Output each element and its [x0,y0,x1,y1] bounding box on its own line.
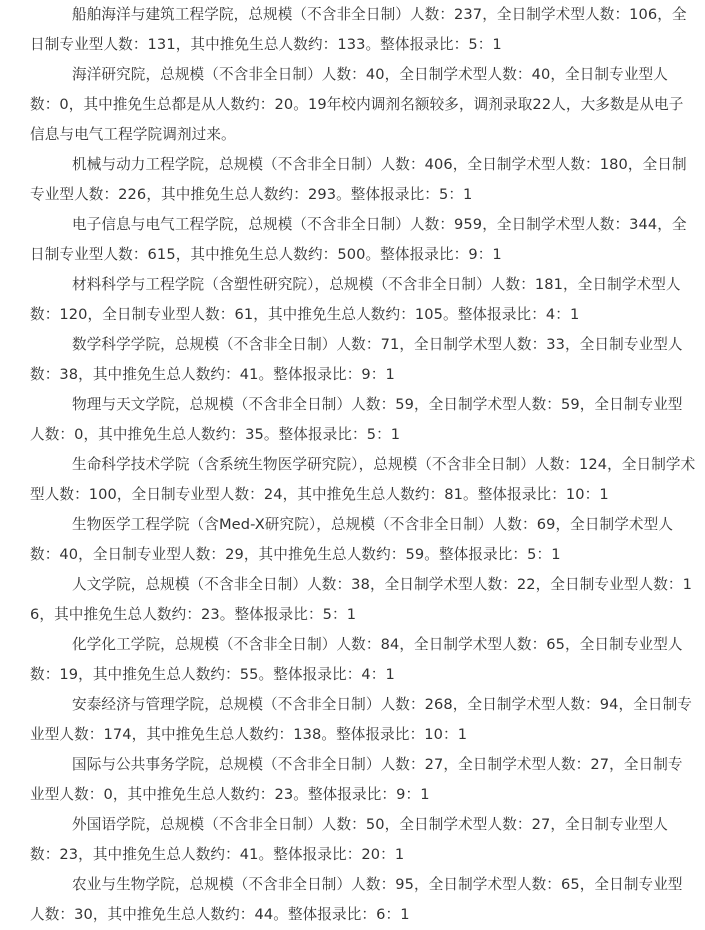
paragraph-biomedical-engineering: 生物医学工程学院（含Med-X研究院），总规模（不含非全日制）人数：69，全日制学术型人数：40，全日制专业型人数：29，其中推免生总人数约：59。整体报录比：5：1 [30,516,674,563]
paragraph-mechanical-power: 机械与动力工程学院，总规模（不含非全日制）人数：406，全日制学术型人数：180，全日制专业型人数：226，其中推免生总人数约：293。整体报录比：5：1 [30,156,687,203]
paragraph-life-sciences: 生命科学技术学院（含系统生物医学研究院），总规模（不含非全日制）人数：124，全日制学术型人数：100，全日制专业型人数：24，其中推免生总人数约：81。整体报录比：10：1 [30,456,696,503]
paragraph-antai-economics: 安泰经济与管理学院，总规模（不含非全日制）人数：268，全日制学术型人数：94，全日制专业型人数：174，其中推免生总人数约：138。整体报录比：10：1 [30,696,692,743]
paragraph-ship-ocean-civil: 船舶海洋与建筑工程学院，总规模（不含非全日制）人数：237，全日制学术型人数：106，全日制专业型人数：131，其中推免生总人数约：133。整体报录比：5：1 [30,6,687,53]
paragraph-chemistry: 化学化工学院，总规模（不含非全日制）人数：84，全日制学术型人数：65，全日制专业型人数：19，其中推免生总人数约：55。整体报录比：4：1 [30,636,683,683]
paragraph-international-public-affairs: 国际与公共事务学院，总规模（不含非全日制）人数：27，全日制学术型人数：27，全日制专业型人数：0，其中推免生总人数约：23。整体报录比：9：1 [30,756,683,803]
paragraph-ocean-research: 海洋研究院，总规模（不含非全日制）人数：40，全日制学术型人数：40，全日制专业型人数：0，其中推免生总都是从人数约：20。19年校内调剂名额较多，调剂录取22人，大多数是从电子信息与电气工程学院调剂过来。 [30,66,684,143]
paragraph-mathematics: 数学科学学院，总规模（不含非全日制）人数：71，全日制学术型人数：33，全日制专业型人数：38，其中推免生总人数约：41。整体报录比：9：1 [30,336,683,383]
paragraph-electronic-electrical: 电子信息与电气工程学院，总规模（不含非全日制）人数：959，全日制学术型人数：344，全日制专业型人数：615，其中推免生总人数约：500。整体报录比：9：1 [30,216,687,263]
paragraph-physics-astronomy: 物理与天文学院，总规模（不含非全日制）人数：59，全日制学术型人数：59，全日制专业型人数：0，其中推免生总人数约：35。整体报录比：5：1 [30,396,683,443]
paragraph-materials: 材料科学与工程学院（含塑性研究院），总规模（不含非全日制）人数：181，全日制学术型人数：120，全日制专业型人数：61，其中推免生总人数约：105。整体报录比：4：1 [30,276,681,323]
paragraph-foreign-languages: 外国语学院，总规模（不含非全日制）人数：50，全日制学术型人数：27，全日制专业型人数：23，其中推免生总人数约：41。整体报录比：20：1 [30,816,668,863]
paragraph-humanities: 人文学院，总规模（不含非全日制）人数：38，全日制学术型人数：22，全日制专业型人数：16，其中推免生总人数约：23。整体报录比：5：1 [30,576,692,623]
paragraph-agriculture-biology: 农业与生物学院，总规模（不含非全日制）人数：95，全日制学术型人数：65，全日制专业型人数：30，其中推免生总人数约：44。整体报录比：6：1 [30,876,683,923]
